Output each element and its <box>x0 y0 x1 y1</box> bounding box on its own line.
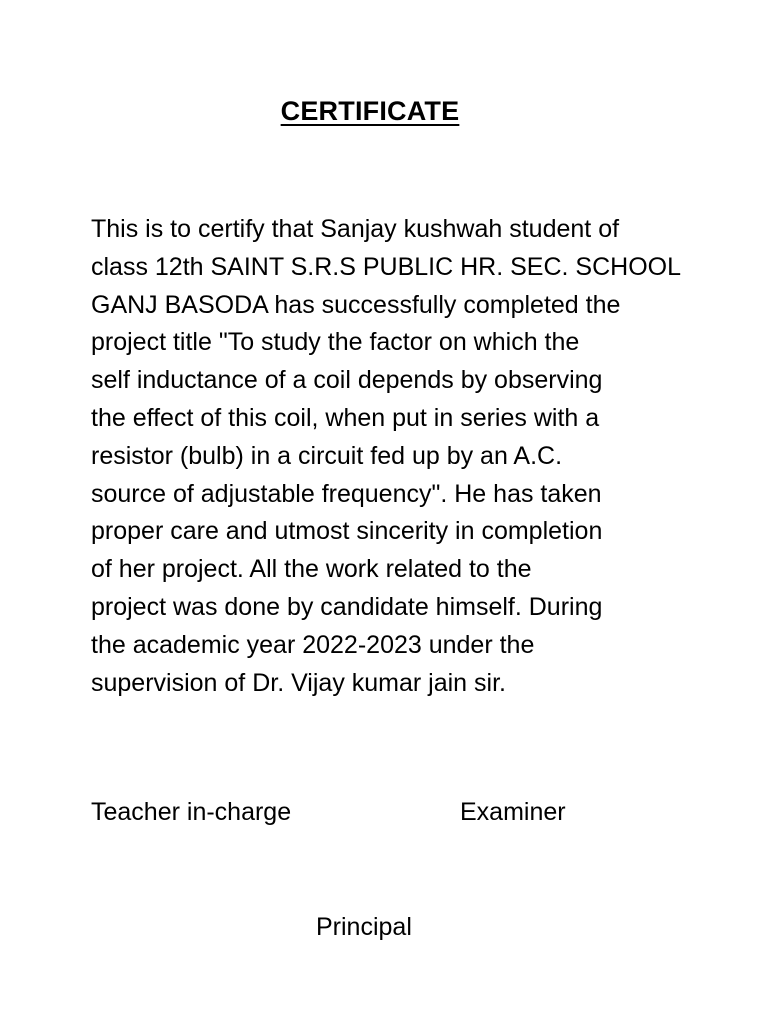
body-line: This is to certify that Sanjay kushwah student of <box>91 215 620 243</box>
teacher-signature-label: Teacher in-charge <box>91 798 292 826</box>
certificate-title: CERTIFICATE <box>280 96 460 126</box>
body-line: the effect of this coil, when put in series with a <box>91 403 600 432</box>
body-line: class 12th SAINT S.R.S PUBLIC HR. SEC. SCHOOL <box>91 252 681 281</box>
body-line: GANJ BASODA has successfully completed the <box>91 290 621 319</box>
body-line: resistor (bulb) in a circuit fed up by an A.C. <box>91 441 563 470</box>
body-line: self inductance of a coil depends by observing <box>91 366 603 395</box>
examiner-signature-label: Examiner <box>460 798 566 826</box>
body-line: supervision of Dr. Vijay kumar jain sir. <box>91 668 506 697</box>
principal-signature-label: Principal <box>316 913 412 941</box>
body-line: project title "To study the factor on which the <box>91 328 580 357</box>
body-line: source of adjustable frequency". He has taken <box>91 479 602 508</box>
body-line: proper care and utmost sincerity in completion <box>91 517 603 546</box>
body-line: project was done by candidate himself. During <box>91 592 603 621</box>
body-line: the academic year 2022-2023 under the <box>91 630 535 659</box>
body-line: of her project. All the work related to the <box>91 555 532 584</box>
certificate-body <box>91 211 691 702</box>
